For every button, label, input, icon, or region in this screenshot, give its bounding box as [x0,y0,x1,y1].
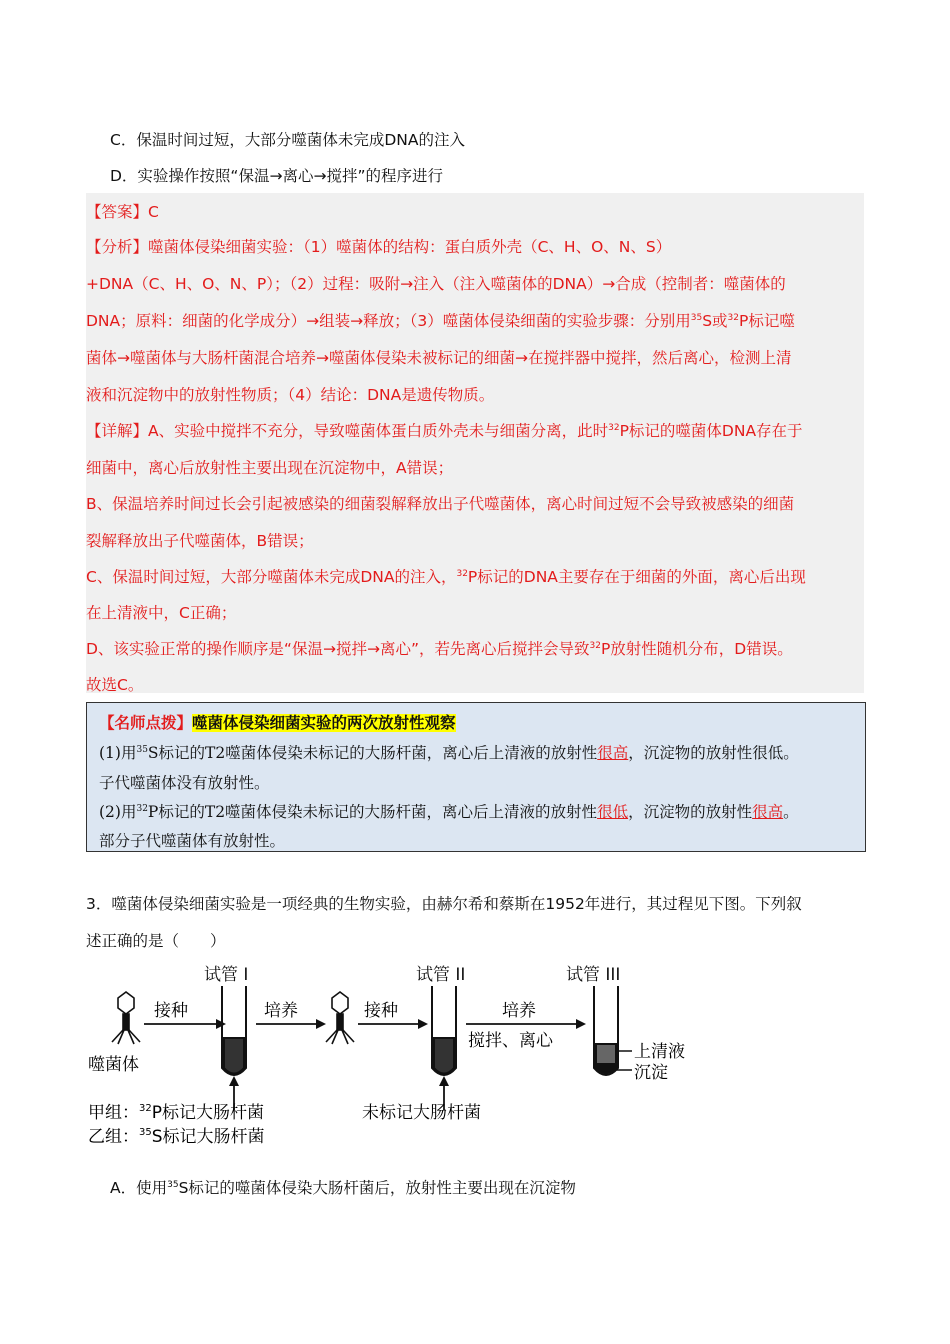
analysis-line-3: DNA；原料：细菌的化学成分）→组装→释放；（3）噬菌体侵染细菌的实验步骤：分别用$^{35}$S或$^{32}$P标记噬 [86,312,795,330]
tip-para-2: (2)用$^{32}$P标记的T2噬菌体侵染未标记的大肠杆菌，离心后上清液的放射性很低，沉淀物的放射性很高。 [99,803,799,821]
tube-2-label: 试管 II [416,965,466,985]
inoculate-2-label: 接种 [364,1001,398,1021]
stir-label: 搅拌、离心 [468,1031,553,1051]
tip-para-1-cont: 子代噬菌体没有放射性。 [99,774,270,792]
tip-heading: 【名师点拨】噬菌体侵染细菌实验的两次放射性观察 [99,714,456,732]
question-3-stem-2: 述正确的是（ ） [86,932,226,950]
phage-icon [326,992,354,1044]
culture-1-label: 培养 [264,1001,298,1021]
analysis-line-4: 菌体→噬菌体与大肠杆菌混合培养→噬菌体侵染未被标记的细菌→在搅拌器中搅拌，然后离心，检测上清 [86,349,792,367]
sediment-label: 沉淀 [634,1063,668,1083]
question-3-stem-1: 3．噬菌体侵染细菌实验是一项经典的生物实验，由赫尔希和蔡斯在1952年进行，其过程见下图。下列叙 [86,895,802,913]
option-a: A．使用$^{35}$S标记的噬菌体侵染大肠杆菌后，放射性主要出现在沉淀物 [110,1179,576,1197]
option-c: C．保温时间过短，大部分噬菌体未完成DNA的注入 [110,131,465,149]
detail-line-5: C、保温时间过短，大部分噬菌体未完成DNA的注入，$^{32}$P标记的DNA主要存在于细菌的外面，离心后出现 [86,568,806,586]
tube-3 [594,986,618,1075]
group-b-label: 乙组：$^{35}$S标记大肠杆菌 [88,1127,265,1147]
detail-line-6: 在上清液中，C正确； [86,604,237,622]
tube-2 [432,986,456,1075]
phage-label: 噬菌体 [88,1055,139,1075]
option-d: D．实验操作按照“保温→离心→搅拌”的程序进行 [110,167,443,185]
detail-line-4: 裂解释放出子代噬菌体，B错误； [86,532,314,550]
group-a-label: 甲组：$^{32}$P标记大肠杆菌 [88,1103,264,1123]
tip-para-2-cont: 部分子代噬菌体有放射性。 [99,832,286,850]
inoculate-1-label: 接种 [154,1001,188,1021]
analysis-line-2: +DNA（C、H、O、N、P）；（2）过程：吸附→注入（注入噬菌体的DNA）→合成（控制者：噬菌体的 [86,275,786,293]
detail-line-2: 细菌中，离心后放射性主要出现在沉淀物中，A错误； [86,459,454,477]
culture-2-label: 培养 [502,1001,536,1021]
analysis-line-5: 液和沉淀物中的放射性物质；（4）结论：DNA是遗传物质。 [86,386,495,404]
tube-3-label: 试管 III [566,965,621,985]
tip-para-1: (1)用$^{35}$S标记的T2噬菌体侵染未标记的大肠杆菌，离心后上清液的放射性很高，沉淀物的放射性很低。 [99,744,799,762]
phage-icon [112,992,140,1044]
detail-line-7: D、该实验正常的操作顺序是“保温→搅拌→离心”，若先离心后搅拌会导致$^{32}$P放射性随机分布，D错误。 [86,640,793,658]
analysis-line-1: 【分析】噬菌体侵染细菌实验：（1）噬菌体的结构：蛋白质外壳（C、H、O、N、S） [86,238,672,256]
experiment-diagram [86,958,736,1148]
detail-line-3: B、保温培养时间过长会引起被感染的细菌裂解释放出子代噬菌体，离心时间过短不会导致被感染的细菌 [86,495,795,513]
answer-line: 【答案】C [86,203,159,221]
tube-1-label: 试管 I [204,965,249,985]
supernatant-label: 上清液 [634,1042,685,1062]
detail-line-1: 【详解】A、实验中搅拌不充分，导致噬菌体蛋白质外壳未与细菌分离，此时$^{32}$P标记的噬菌体DNA存在于 [86,422,803,440]
tube-1 [222,986,246,1075]
teacher-tip-box [86,702,866,852]
unlabeled-ecoli-label: 未标记大肠杆菌 [362,1103,481,1123]
detail-line-8: 故选C。 [86,676,144,694]
